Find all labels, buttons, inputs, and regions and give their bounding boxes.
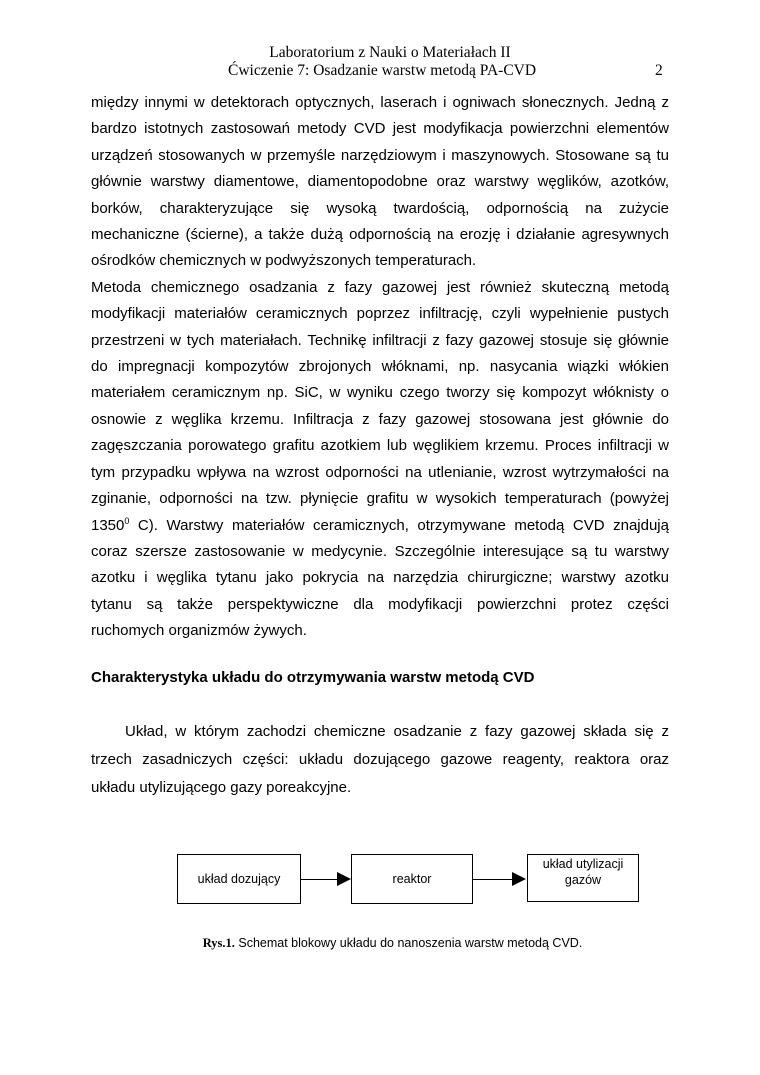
text-line: azotku i węglika tytanu jako pokrycia na narzędzia chirurgiczne; warstwy azotku — [91, 569, 669, 587]
text-line: do impregnacji kompozytów zbrojonych włóknami, np. nasycania wiązki włókien — [91, 358, 669, 376]
text-line: borków, charakteryzujące się wysoką twardością, odpornością na zużycie — [91, 199, 669, 217]
paragraph-3 — [91, 718, 669, 802]
caption-label: Rys.1. — [202, 936, 235, 950]
diagram-box-utilization — [527, 854, 639, 902]
text-line: zginanie, odporności na tzw. płynięcie grafitu w wysokich temperaturach (powyżej — [91, 490, 669, 508]
temperature-superscript: 0 — [124, 515, 130, 526]
caption-text: Schemat blokowy układu do nanoszenia warstw metodą CVD. — [234, 936, 583, 950]
text-line: tym przypadku wpływa na wzrost odporności na utlenianie, wzrost wytrzymałości na — [91, 463, 669, 481]
diagram-box-dosing — [177, 854, 301, 904]
diagram-box-label: gazów — [564, 873, 602, 887]
body-text — [91, 90, 669, 645]
text-line: osnowie z węglika krzemu. Infiltracja z fazy gazowej stosowana jest głównie do — [91, 410, 669, 428]
text-line: ośrodków chemicznych w podwyższonych temperaturach. — [91, 252, 477, 270]
arrow-right-icon — [337, 872, 351, 886]
text-line: materiałem ceramicznym np. SiC, w wyniku czego tworzy się kompozyt włóknisty o — [91, 384, 669, 402]
paragraph-1 — [91, 90, 669, 275]
text-line: coraz szersze zastosowanie w medycynie. Szczególnie interesujące są tu warstwy — [91, 542, 669, 560]
text-line: Układ, w którym zachodzi chemiczne osadzanie z fazy gazowej składa się z — [125, 723, 669, 740]
diagram-box-label: reaktor — [392, 872, 432, 886]
text-line: zagęszczania porowatego grafitu azotkiem lub węglikiem krzemu. Proces infiltracji w — [91, 437, 669, 455]
text-line: urządzeń stosowanych w przemyśle narzędziowym i maszynowych. Stosowane są tu — [91, 146, 669, 164]
diagram-box-label: układ dozujący — [197, 872, 281, 886]
paragraph-2 — [91, 275, 669, 645]
page-number: 2 — [655, 62, 663, 79]
text-line: mechaniczne (ścierne), a także dużą odpornością na erozję i działanie agresywnych — [91, 226, 669, 244]
text-line: między innymi w detektorach optycznych, laserach i ogniwach słonecznych. Jedną z — [91, 94, 669, 111]
temperature-rest: C). Warstwy materiałów ceramicznych, otrzymywane metodą CVD znajdują — [129, 516, 669, 534]
text-line: modyfikacji materiałów ceramicznych poprzez infiltrację, czyli wypełnienie pustych — [91, 305, 669, 323]
arrow-line — [472, 879, 513, 880]
text-line: układu utylizującego gazy poreakcyjne. — [91, 779, 352, 796]
text-line: ruchomych organizmów żywych. — [91, 622, 307, 640]
text-line: przestrzeni w tych materiałach. Technikę infiltracji z fazy gazowej stosuje się głównie — [91, 331, 669, 349]
text-line: bardzo istotnych zastosowań metody CVD jest modyfikacja powierzchni elementów — [91, 120, 669, 138]
text-line: Metoda chemicznego osadzania z fazy gazowej jest również skuteczną metodą — [91, 278, 669, 296]
arrow-right-icon — [512, 872, 526, 886]
figure-caption — [0, 936, 760, 951]
temperature-value: 1350 — [91, 516, 125, 534]
diagram-box-label: układ utylizacji — [542, 857, 624, 871]
arrow-line — [300, 879, 338, 880]
text-line: trzech zasadniczych części: układu dozującego gazowe reagenty, reaktora oraz — [91, 751, 669, 768]
header-title: Laboratorium z Nauki o Materiałach II — [269, 44, 511, 61]
text-line: głównie warstwy diamentowe, diamentopodobne oraz warstwy węglików, azotków, — [91, 173, 669, 191]
header-subtitle: Ćwiczenie 7: Osadzanie warstw metodą PA-CVD — [228, 62, 537, 79]
text-line: tytanu są także perspektywiczne dla modyfikacji powierzchni protez części — [91, 595, 669, 613]
diagram-box-reactor — [351, 854, 473, 904]
text-line-temperature — [91, 513, 669, 539]
section-heading: Charakterystyka układu do otrzymywania warstw metodą CVD — [91, 669, 535, 686]
